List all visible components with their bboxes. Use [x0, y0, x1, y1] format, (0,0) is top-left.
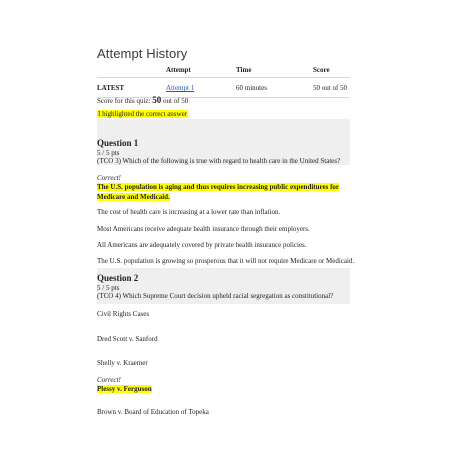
- question-1-points: 5 / 5 pts: [97, 149, 120, 157]
- highlight-note: I highlighted the correct answer: [98, 110, 188, 118]
- question-1-answer-option: The U.S. population is growing so prosperous that it will not require Medicare or Medicaid.: [97, 257, 355, 265]
- column-header-blank: [97, 64, 166, 78]
- question-2-correct-answer: [97, 384, 367, 394]
- attempt-history-table: [97, 64, 350, 98]
- question-1-correct-answer-text: The U.S. population is aging and thus requires increasing public expenditures for Medicare and Medicaid.: [97, 183, 340, 201]
- page-title: Attempt History: [97, 46, 188, 61]
- question-2-correct-answer-text: Plessy v. Ferguson: [97, 385, 152, 393]
- score-prefix: Score for this quiz:: [97, 97, 151, 105]
- score-cell: 50 out of 50: [313, 78, 350, 98]
- latest-label: LATEST: [97, 78, 166, 98]
- question-1-answer-option: The cost of health care is increasing at a lower rate than inflation.: [97, 208, 281, 216]
- column-header-time: Time: [236, 64, 313, 78]
- question-2-points: 5 / 5 pts: [97, 284, 120, 292]
- score-value: 50: [152, 95, 162, 105]
- question-2-text: (TCO 4) Which Supreme Court decision upheld racial segregation as constitutional?: [97, 292, 334, 300]
- question-1-answer-option: All Americans are adequately covered by private health insurance policies.: [97, 241, 307, 249]
- time-cell: 60 minutes: [236, 78, 313, 98]
- question-1-title: Question 1: [97, 138, 139, 148]
- question-2-correct-label: Correct!: [97, 376, 121, 384]
- column-header-attempt: Attempt: [166, 64, 236, 78]
- question-1-answer-option: Most Americans receive adequate health insurance through their employers.: [97, 225, 310, 233]
- question-1-text: (TCO 3) Which of the following is true with regard to health care in the United States?: [97, 157, 341, 165]
- question-1-correct-answer: [97, 182, 367, 202]
- quiz-score-summary: [97, 95, 188, 105]
- question-2-answer-option: Civil Rights Cases: [97, 310, 150, 318]
- question-2-answer-option: Shelly v. Kraemer: [97, 359, 148, 367]
- question-2-answer-option: Brown v. Board of Education of Topeka: [97, 408, 209, 416]
- question-2-answer-option: Dred Scott v. Sanford: [97, 335, 158, 343]
- score-suffix: out of 50: [162, 97, 189, 105]
- question-2-title: Question 2: [97, 273, 139, 283]
- table-header-row: [97, 64, 350, 78]
- column-header-score: Score: [313, 64, 350, 78]
- attempt-link[interactable]: Attempt 1: [166, 84, 195, 92]
- question-1-correct-label: Correct!: [97, 174, 121, 182]
